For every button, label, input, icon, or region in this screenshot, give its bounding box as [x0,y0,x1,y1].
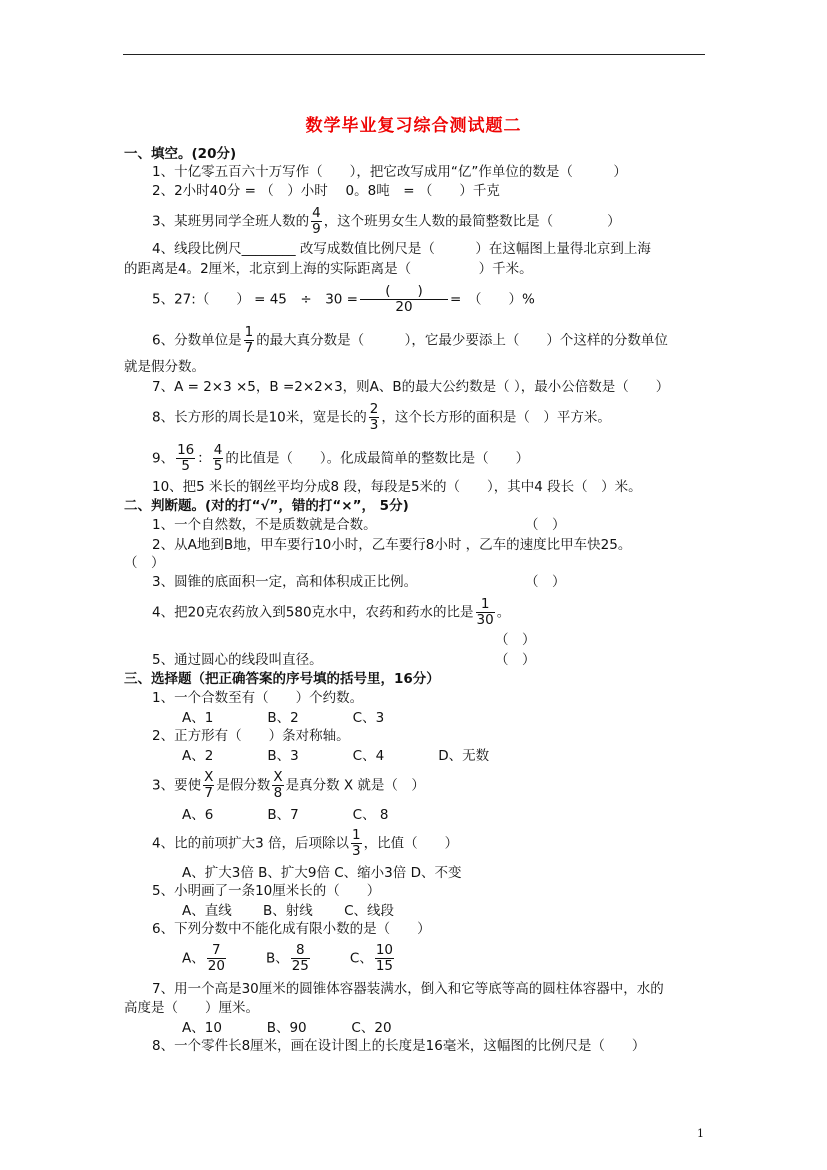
question-9 [152,443,529,474]
j4-text-a: 4、把20克农药放入到580克水中，农药和药水的比是 [152,604,474,621]
question-3 [152,206,621,237]
denominator: 8 [273,785,283,801]
denominator: 30 [476,612,494,628]
q8-text-b: ，这个长方形的面积是（ ）平方米。 [381,409,611,426]
fraction-4-5 [213,443,224,474]
fraction-4-9 [311,206,322,237]
fraction-x-8 [272,770,283,801]
choice-4-options: A、扩大3倍 B、扩大9倍 C、缩小3倍 D、不变 [182,865,462,881]
fraction-16-5 [176,443,195,474]
numerator: 10 [375,942,394,958]
judge-2: 2、从A地到B地，甲车要行10小时，乙车要行8小时 ，乙车的速度比甲车快25。 [152,537,632,553]
numerator: 16 [177,442,195,458]
question-8 [152,402,611,433]
numerator: X [273,769,283,785]
c3-text-a: 3、要使 [152,777,202,794]
choice-1-options: A、1 B、2 C、3 [182,710,385,726]
q5-text-a: 5、27:（ ） = 45 ÷ 30 = [152,291,358,308]
option-c-label: C、 [349,950,373,967]
q6-text-b: 的最大真分数是（ ），它最少要添上（ ）个这样的分数单位 [256,332,668,349]
choice-3-options: A、6 B、7 C、 8 [182,807,389,823]
choice-3 [152,770,425,801]
choice-7-line-1: 7、用一个高是30厘米的圆锥体容器装满水，倒入和它等底等高的圆柱体容器中，水的 [152,981,664,997]
judge-5-answer: （ ） [495,652,536,668]
page-title: 数学毕业复习综合测试题二 [305,116,522,136]
section-fill-in-heading: 一、填空。(20分) [124,146,237,162]
question-4-line-2: 的距离是4。2厘米，北京到上海的实际距离是（ ）千米。 [124,261,533,277]
q8-text-a: 8、长方形的周长是10米，宽是长的 [152,409,367,426]
denominator: 25 [291,958,309,974]
judge-4 [152,597,510,628]
q5-text-b: = （ ）% [449,291,535,308]
denominator: 3 [369,417,379,433]
denominator: 9 [312,221,321,237]
q6-text-a: 6、分数单位是 [152,332,242,349]
c4-text-a: 4、比的前项扩大3 倍，后项除以 [152,835,349,852]
header-rule [123,54,705,55]
question-10: 10、把5 米长的钢丝平均分成8 段，每段是5米的（ ），其中4 段长（ ）米。 [152,479,642,495]
numerator: 8 [291,943,310,959]
numerator: 4 [213,442,223,458]
denominator: 20 [207,958,225,974]
j4-text-b: 。 [496,604,511,621]
numerator: ( ) [360,284,448,300]
option-a-label: A、 [182,950,205,967]
denominator: 7 [244,340,254,356]
numerator: 2 [369,401,379,417]
judge-2-answer: （ ） [124,555,165,571]
choice-6-options [182,943,396,974]
fraction-10-15 [375,943,394,974]
choice-7-options: A、10 B、90 C、20 [182,1020,392,1036]
numerator: 4 [312,205,321,221]
fraction-8-25 [291,943,310,974]
judge-3-answer: （ ） [525,574,566,590]
question-6 [152,325,668,356]
choice-5-options: A、直线 B、射线 C、线段 [182,903,395,919]
choice-2: 2、正方形有（ ）条对称轴。 [152,728,350,744]
question-7: 7、A = 2×3 ×5，B =2×2×3，则A、B的最大公约数是（ ），最小公倍数是（ ） [152,379,670,395]
question-1: 1、十亿零五百六十万写作（ ），把它改写成用“亿”作单位的数是（ ） [152,164,627,180]
question-6-line-2: 就是假分数。 [124,359,205,375]
question-4-line-1: 4、线段比例尺________ 改写成数值比例尺是（ ）在这幅图上量得北京到上海 [152,241,651,257]
c3-text-c: 是真分数 X 就是（ ） [285,777,425,794]
numerator: 7 [207,943,226,959]
fraction-1-30 [476,597,495,628]
c4-text-b: ，比值（ ） [363,835,459,852]
judge-4-answer: （ ） [495,632,536,648]
numerator: X [204,769,214,785]
choice-6: 6、下列分数中不能化成有限小数的是（ ） [152,921,431,937]
denominator: 7 [204,785,214,801]
choice-4 [152,828,458,859]
choice-7-line-2: 高度是（ ）厘米。 [124,1000,259,1016]
q9-text-b: 的比值是（ ）。化成最简单的整数比是（ ） [225,450,530,467]
c3-text-b: 是假分数 [216,777,271,794]
denominator: 15 [375,958,394,974]
choice-2-options: A、2 B、3 C、4 D、无数 [182,748,490,764]
judge-3: 3、圆锥的底面积一定，高和体积成正比例。 [152,574,418,590]
q9-text-a: 9、 [152,450,175,467]
fraction-7-20 [207,943,226,974]
fraction-1-7 [244,325,255,356]
fraction-blank-20 [360,284,448,315]
question-5 [152,284,535,315]
q3-text-b: ，这个班男女生人数的最简整数比是（ ） [323,213,621,230]
choice-5: 5、小明画了一条10厘米长的（ ） [152,883,381,899]
option-b-label: B、 [265,950,289,967]
denominator: 3 [351,843,361,859]
judge-1: 1、一个自然数，不是质数就是合数。 [152,517,377,533]
section-choice-heading: 三、选择题（把正确答案的序号填的括号里，16分） [124,671,440,687]
judge-1-answer: （ ） [525,517,566,533]
fraction-x-7 [203,770,214,801]
denominator: 5 [181,458,190,474]
numerator: 1 [476,597,495,613]
question-2: 2、2小时40分 = （ ）小时 0。8吨 = （ ）千克 [152,183,500,199]
numerator: 1 [351,827,361,843]
fraction-2-3 [369,402,380,433]
judge-5: 5、通过圆心的线段叫直径。 [152,652,323,668]
q3-text-a: 3、某班男同学全班人数的 [152,213,310,230]
denominator: 20 [395,299,413,315]
q9-colon: ： [197,450,211,467]
page-number: 1 [697,1127,704,1140]
fraction-1-3 [351,828,362,859]
numerator: 1 [244,324,254,340]
choice-8: 8、一个零件长8厘米，画在设计图上的长度是16毫米，这幅图的比例尺是（ ） [152,1038,646,1054]
choice-1: 1、一个合数至有（ ）个约数。 [152,690,364,706]
section-true-false-heading: 二、判断题。(对的打“√”，错的打“×”， 5分) [124,498,409,514]
denominator: 5 [213,458,223,474]
